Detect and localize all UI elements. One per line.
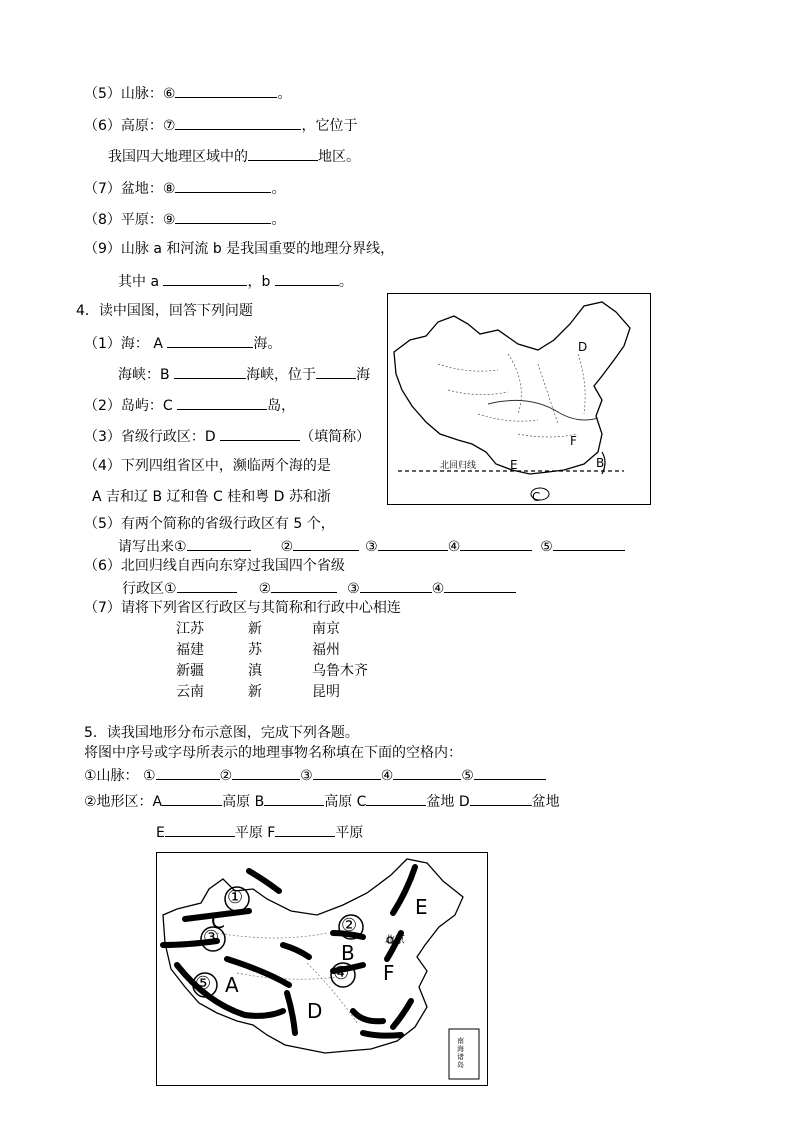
q5-mountain-2-blank[interactable] xyxy=(232,765,300,780)
tropic-4-blank[interactable] xyxy=(444,578,516,593)
q3-plateau-line xyxy=(84,115,357,135)
q5-mountain-5-blank[interactable] xyxy=(474,765,546,780)
sea-a-blank[interactable] xyxy=(167,333,253,348)
q4-strait-line xyxy=(118,364,370,384)
q3-boundary-a-prefix: 其中 a xyxy=(118,274,164,290)
q5-mountains-prefix: ①山脉： ① xyxy=(84,768,156,784)
label-beijing: 北京 xyxy=(385,935,405,946)
label-c: C xyxy=(211,909,225,933)
tropic-1-blank[interactable] xyxy=(177,578,237,593)
q4-island-line xyxy=(84,395,295,415)
basin-8-blank[interactable] xyxy=(175,178,271,193)
q5-mountains-n2: ② xyxy=(219,768,233,784)
label-e: E xyxy=(415,895,428,919)
q5-mountains-n3: ③ xyxy=(300,768,313,784)
province-borders xyxy=(438,354,585,437)
q5-mountain-1-blank[interactable] xyxy=(156,765,220,780)
match-capital[interactable]: 南京 xyxy=(312,621,340,637)
q4-title: 4．读中国图，回答下列问题 xyxy=(76,303,253,319)
q4-options-line: A 吉和辽 B 辽和鲁 C 桂和粤 D 苏和浙 xyxy=(92,489,331,505)
label-3: ③ xyxy=(203,927,220,948)
match-province[interactable]: 江苏 xyxy=(176,621,204,637)
q4-sea-prefix: （1）海： A xyxy=(84,336,168,352)
label-2: ② xyxy=(341,915,358,936)
q4-strait-suffix: 海 xyxy=(356,367,371,383)
q4-two-abbr-line: （5）有两个简称的省级行政区有 5 个， xyxy=(84,516,335,532)
terrain-b-blank[interactable] xyxy=(264,791,324,806)
q4-province-line xyxy=(84,426,370,446)
q5-terrain2-prefix: E xyxy=(156,825,165,841)
q3-plateau-prefix: （6）高原：⑦ xyxy=(84,118,176,134)
terrain-border-path xyxy=(163,859,463,1053)
q4-two-abbr-n5: ⑤ xyxy=(540,539,553,555)
two-abbr-3-blank[interactable] xyxy=(378,536,448,551)
q4-tropic-line: （6）北回归线自西向东穿过我国四个省级 xyxy=(84,558,345,574)
mountain-nanling xyxy=(363,1033,401,1036)
mountain-hengduan xyxy=(287,993,295,1033)
q4-tropic-n2: ② xyxy=(258,581,272,597)
label-b: B xyxy=(341,941,355,965)
q3-boundary-mid: ，b xyxy=(247,274,275,290)
map-label-e: E xyxy=(510,458,518,472)
china-outline-map xyxy=(388,294,650,504)
china-border-path xyxy=(394,302,630,474)
match-capital[interactable]: 乌鲁木齐 xyxy=(312,663,368,679)
match-abbr[interactable]: 滇 xyxy=(248,663,262,679)
map-label-f: F xyxy=(570,434,577,448)
q4-two-abbr-prefix: 请写出来① xyxy=(118,539,187,555)
plateau-7-blank[interactable] xyxy=(175,115,301,130)
q4-two-abbr-n3: ③ xyxy=(365,539,378,555)
mountain-wuyi xyxy=(393,1001,411,1027)
tropic-2-blank[interactable] xyxy=(271,578,337,593)
tropic-3-blank[interactable] xyxy=(360,578,432,593)
strait-b-blank[interactable] xyxy=(174,364,246,379)
q4-strait-mid: 海峡，位于 xyxy=(246,367,317,383)
q4-island-suffix: 岛， xyxy=(267,398,296,414)
two-abbr-1-blank[interactable] xyxy=(187,536,251,551)
map-label-c: C xyxy=(532,490,541,504)
match-abbr[interactable]: 新 xyxy=(248,621,262,637)
terrain-d-blank[interactable] xyxy=(470,791,532,806)
map-label-tropic: 北回归线 xyxy=(440,461,477,471)
q3-plain-suffix: 。 xyxy=(271,212,286,228)
q4-province-prefix: （3）省级行政区：D xyxy=(84,429,221,445)
q4-tropic-n4: ④ xyxy=(431,581,445,597)
q4-sea-suffix: 海。 xyxy=(253,336,282,352)
q5-mountain-4-blank[interactable] xyxy=(393,765,461,780)
terrain-f-blank[interactable] xyxy=(275,822,335,837)
q3-plateau-cont-prefix: 我国四大地理区域中的 xyxy=(108,149,248,165)
q4-strait-prefix: 海峡：B xyxy=(118,367,175,383)
q3-basin-line xyxy=(84,178,285,198)
mountain-6-blank[interactable] xyxy=(175,83,277,98)
match-abbr[interactable]: 新 xyxy=(248,684,262,700)
q3-basin-prefix: （7）盆地：⑧ xyxy=(84,181,176,197)
q5-terrain-s2: 高原 C xyxy=(324,794,367,810)
province-d-blank[interactable] xyxy=(220,426,300,441)
q5-terrain-line xyxy=(84,791,560,811)
q3-mountain-prefix: （5）山脉：⑥ xyxy=(84,86,176,102)
label-a: A xyxy=(225,973,239,997)
q4-two-abbr-n4: ④ xyxy=(447,539,461,555)
q3-plain-prefix: （8）平原：⑨ xyxy=(84,212,176,228)
label-inset: 南海诸岛 xyxy=(457,1037,464,1069)
terrain-c-blank[interactable] xyxy=(366,791,426,806)
boundary-b-blank[interactable] xyxy=(275,271,339,286)
plain-9-blank[interactable] xyxy=(175,209,271,224)
china-map-q4 xyxy=(387,293,651,505)
label-4: ④ xyxy=(333,963,350,984)
q3-plain-line xyxy=(84,209,285,229)
match-capital[interactable]: 昆明 xyxy=(312,684,340,700)
label-5: ⑤ xyxy=(195,973,212,994)
terrain-outline-map xyxy=(157,853,487,1085)
mountain-altai xyxy=(249,871,279,891)
q4-two-abbr-fill-line xyxy=(118,536,625,556)
q3-boundary-cont-line xyxy=(118,271,353,291)
island-c-blank[interactable] xyxy=(177,395,267,410)
strait-sea-blank[interactable] xyxy=(316,364,356,379)
q3-plateau-suffix: ，它位于 xyxy=(301,118,358,134)
q3-mountain-line xyxy=(84,83,291,103)
q3-mountain-suffix: 。 xyxy=(277,86,292,102)
label-d: D xyxy=(307,999,323,1023)
match-abbr[interactable]: 苏 xyxy=(248,642,262,658)
q4-tropic-n3: ③ xyxy=(347,581,360,597)
q3-plateau-cont-suffix: 地区。 xyxy=(318,149,360,165)
q4-province-suffix: （填简称） xyxy=(300,429,371,445)
match-province[interactable]: 云南 xyxy=(176,684,204,700)
two-abbr-5-blank[interactable] xyxy=(553,536,625,551)
q4-two-abbr-n2: ② xyxy=(280,539,294,555)
q3-boundary-suffix: 。 xyxy=(338,274,353,290)
q5-terrain2-line xyxy=(156,822,363,842)
match-province[interactable]: 福建 xyxy=(176,642,204,658)
q3-boundary-line: （9）山脉 a 和河流 b 是我国重要的地理分界线， xyxy=(84,241,395,257)
label-1: ① xyxy=(227,887,244,908)
boundary-a-blank[interactable] xyxy=(163,271,247,286)
q3-plateau-cont-line xyxy=(108,146,360,166)
label-f: F xyxy=(383,961,395,985)
q4-tropic-prefix: 行政区① xyxy=(122,581,177,597)
mountain-greater-khingan xyxy=(393,867,415,913)
match-province[interactable]: 新疆 xyxy=(176,663,204,679)
q5-mountains-n4: ④ xyxy=(380,768,394,784)
q4-island-prefix: （2）岛屿：C xyxy=(84,398,178,414)
river-path xyxy=(488,400,598,420)
q5-terrain2-s1: 平原 F xyxy=(234,825,276,841)
map-label-b: B xyxy=(596,456,605,470)
terrain-a-blank[interactable] xyxy=(162,791,222,806)
q5-terrain2-s2: 平原 xyxy=(335,825,364,841)
q4-two-seas-line: （4）下列四组省区中，濒临两个海的是 xyxy=(84,458,331,474)
terrain-map-q5 xyxy=(156,852,488,1086)
mountain-xuefeng xyxy=(353,1011,383,1021)
q4-tropic-fill-line xyxy=(122,578,516,598)
q5-terrain-s4: 盆地 xyxy=(531,794,560,810)
q5-mountain-3-blank[interactable] xyxy=(313,765,381,780)
q5-title: 5．读我国地形分布示意图，完成下列各题。 xyxy=(84,725,359,741)
q3-basin-suffix: 。 xyxy=(271,181,286,197)
q5-terrain-s3: 盆地 D xyxy=(426,794,470,810)
q5-mountains-n5: ⑤ xyxy=(461,768,474,784)
q5-terrain-s1: 高原 B xyxy=(222,794,265,810)
q5-terrain-prefix: ②地形区：A xyxy=(84,794,163,810)
plateau-region-blank[interactable] xyxy=(248,146,318,161)
q4-sea-line xyxy=(84,333,281,353)
q5-instruction: 将图中序号或字母所表示的地理事物名称填在下面的空格内： xyxy=(84,745,462,761)
q4-match-line: （7）请将下列省区行政区与其简称和行政中心相连 xyxy=(84,600,401,616)
mountain-qilian xyxy=(283,945,309,957)
terrain-e-blank[interactable] xyxy=(165,822,235,837)
map-label-d: D xyxy=(578,340,588,354)
match-capital[interactable]: 福州 xyxy=(312,642,340,658)
two-abbr-4-blank[interactable] xyxy=(460,536,532,551)
two-abbr-2-blank[interactable] xyxy=(293,536,359,551)
q5-mountains-line xyxy=(84,765,546,785)
